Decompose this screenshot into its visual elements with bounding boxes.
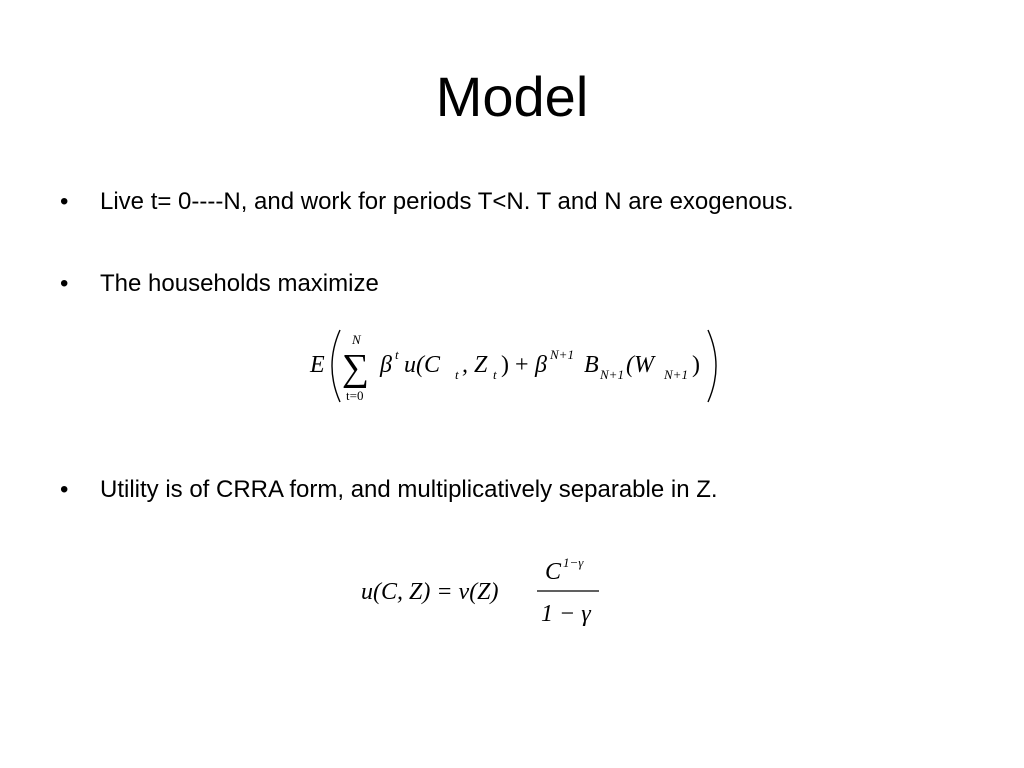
fraction-denominator: 1 − γ (541, 601, 591, 627)
z-subscript: t (493, 367, 497, 382)
bullet-text: The households maximize (100, 270, 379, 297)
beta-exponent: t (395, 347, 399, 362)
bequest-subscript: N+1 (600, 367, 624, 382)
left-paren-large (332, 330, 340, 402)
wealth-close: ) (692, 352, 700, 378)
utility-equation-svg (355, 545, 615, 635)
bullet-item-live (60, 186, 794, 218)
sum-upper-limit: N (352, 332, 361, 347)
beta-terminal-exponent: N+1 (550, 347, 574, 362)
numerator-exponent: 1−γ (563, 555, 584, 570)
utility-function-open: u(C (404, 352, 440, 378)
bullet-dot: • (60, 270, 69, 297)
objective-equation-svg (300, 322, 740, 412)
objective-equation (300, 322, 740, 412)
utility-equation (355, 545, 615, 635)
bullet-item-utility (60, 474, 718, 506)
close-plus: ) + (501, 352, 529, 378)
sum-lower-limit: t=0 (346, 388, 364, 403)
right-paren-large (708, 330, 716, 402)
bullet-item-maximize (60, 268, 379, 300)
summation-symbol: ∑ (342, 347, 370, 389)
bullet-text: Utility is of CRRA form, and multiplicatively separable in Z. (100, 476, 718, 503)
wealth-subscript: N+1 (664, 367, 688, 382)
bequest-function: B (584, 352, 599, 378)
beta-symbol: β (380, 352, 392, 378)
z-argument: , Z (462, 352, 488, 378)
bullet-text: Live t= 0----N, and work for periods T<N. T and N are exogenous. (100, 188, 794, 215)
bullet-dot: • (60, 476, 69, 503)
fraction-numerator: C (545, 559, 562, 585)
bullet-dot: • (60, 188, 69, 215)
c-subscript: t (455, 367, 459, 382)
expectation-symbol: E (310, 352, 325, 378)
wealth-open: (W (626, 352, 654, 378)
slide-title: Model (435, 65, 589, 128)
beta-symbol-terminal: β (535, 352, 547, 378)
utility-lhs: u(C, Z) = v(Z) (361, 579, 499, 605)
